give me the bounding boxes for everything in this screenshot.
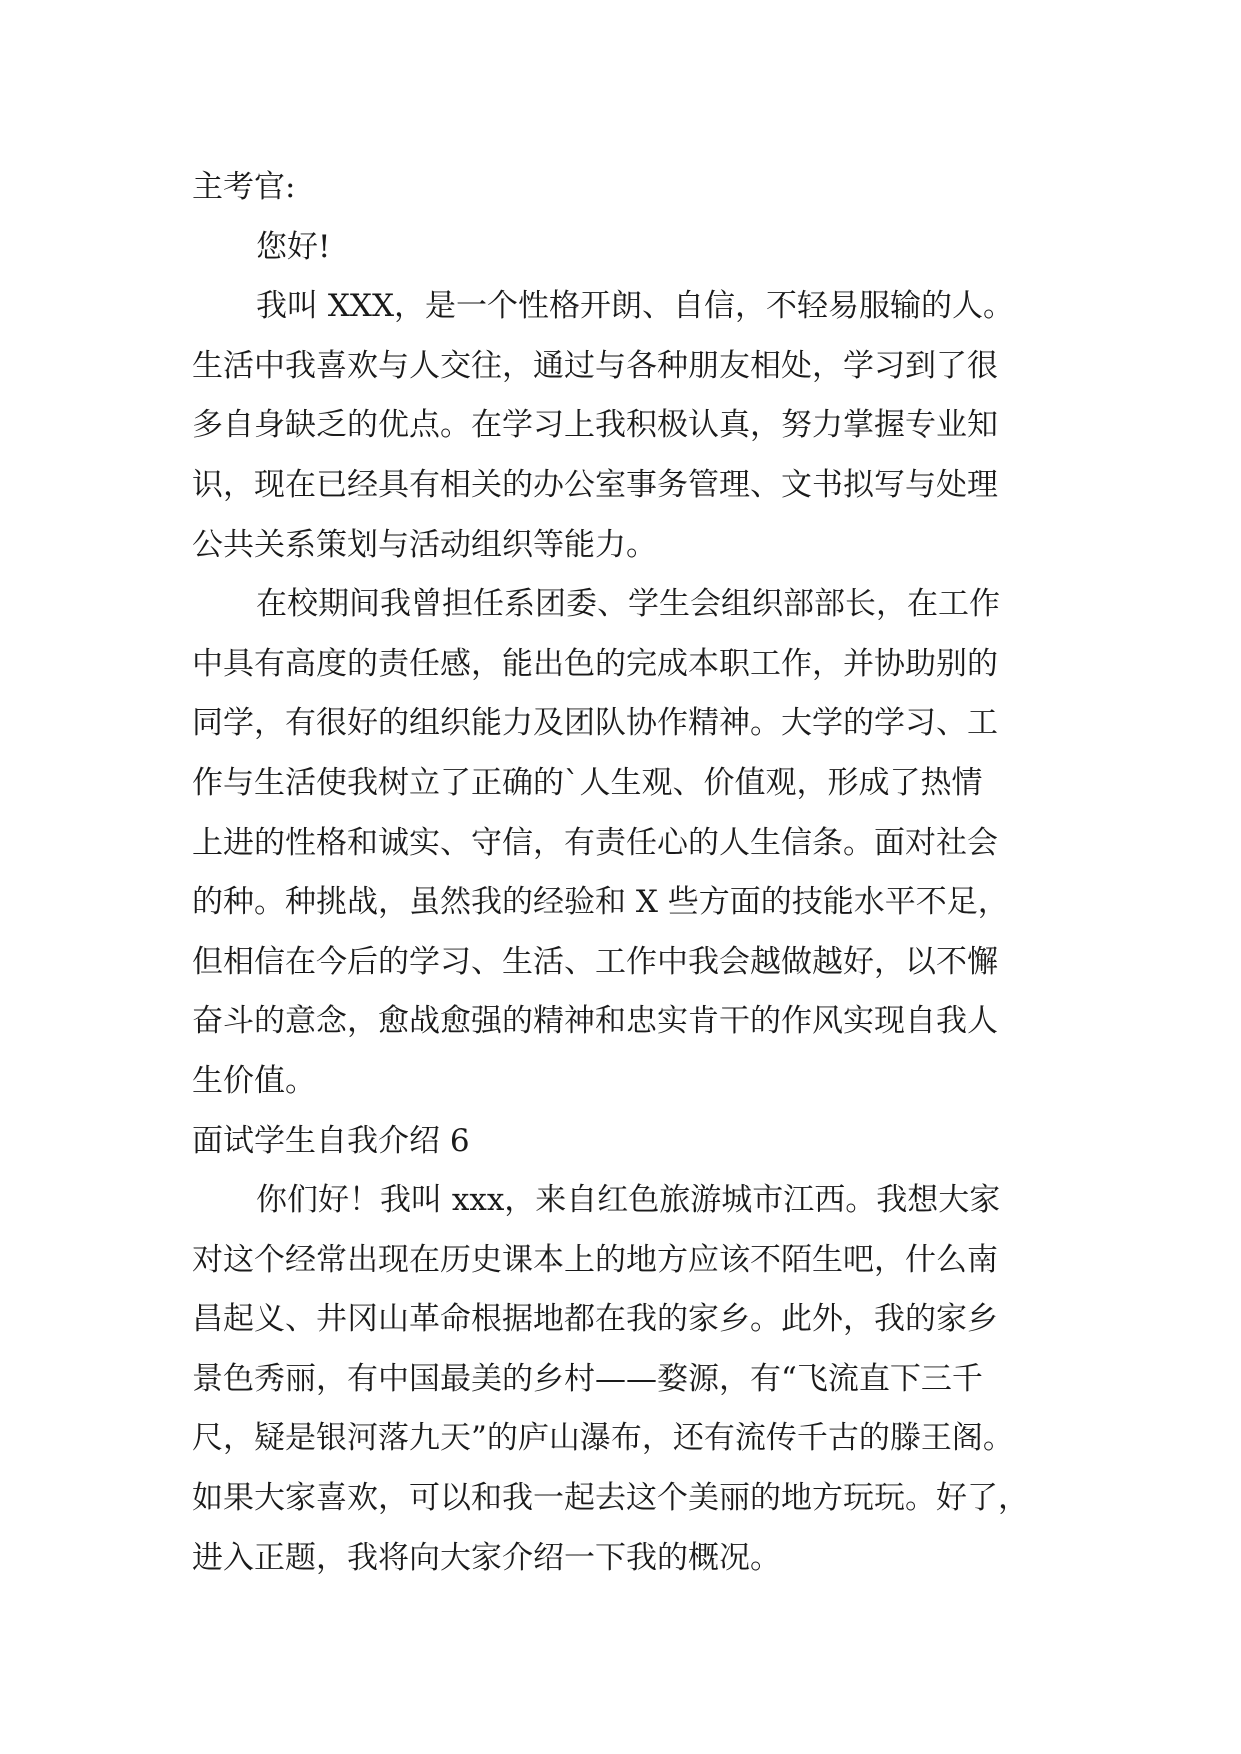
text-line: 进入正题，我将向大家介绍一下我的概况。 [192, 1539, 781, 1576]
text-line: 识，现在已经具有相关的办公室事务管理、文书拟写与处理 [192, 466, 998, 503]
text-line: 但相信在今后的学习、生活、工作中我会越做越好，以不懈 [192, 943, 998, 980]
text-line: 在校期间我曾担任系团委、学生会组织部部长，在工作 [256, 586, 1000, 623]
text-line: 的种。种挑战，虽然我的经验和 X 些方面的技能水平不足， [192, 884, 1009, 921]
text-line: 奋斗的意念，愈战愈强的精神和忠实肯干的作风实现自我人 [192, 1003, 998, 1040]
text-line: 对这个经常出现在历史课本上的地方应该不陌生吧，什么南 [192, 1241, 998, 1278]
section-heading: 面试学生自我介绍 6 [192, 1122, 470, 1159]
text-line: 作与生活使我树立了正确的`人生观、价值观，形成了热情 [192, 764, 983, 801]
text-line: 我叫 XXX，是一个性格开朗、自信，不轻易服输的人。 [256, 288, 1015, 325]
text-line: 生价值。 [192, 1062, 316, 1099]
text-line: 中具有高度的责任感，能出色的完成本职工作，并协助别的 [192, 645, 998, 682]
text-line: 景色秀丽，有中国最美的乡村——婺源，有“飞流直下三千 [192, 1360, 983, 1397]
text-line: 如果大家喜欢，可以和我一起去这个美丽的地方玩玩。好了， [192, 1480, 1029, 1517]
document-body [192, 158, 1072, 1588]
greeting: 您好! [256, 228, 331, 265]
text-line: 公共关系策划与活动组织等能力。 [192, 526, 657, 563]
text-line: 同学，有很好的组织能力及团队协作精神。大学的学习、工 [192, 705, 998, 742]
text-line: 上进的性格和诚实、守信，有责任心的人生信条。面对社会 [192, 824, 998, 861]
text-line: 尺，疑是银河落九天”的庐山瀑布，还有流传千古的滕王阁。 [192, 1420, 1014, 1457]
text-line: 你们好！我叫 xxx，来自红色旅游城市江西。我想大家 [256, 1182, 1001, 1219]
salutation: 主考官: [192, 169, 296, 205]
text-line: 生活中我喜欢与人交往，通过与各种朋友相处，学习到了很 [192, 347, 998, 384]
text-line: 昌起义、井冈山革命根据地都在我的家乡。此外，我的家乡 [192, 1301, 998, 1338]
text-line: 多自身缺乏的优点。在学习上我积极认真，努力掌握专业知 [192, 407, 998, 444]
